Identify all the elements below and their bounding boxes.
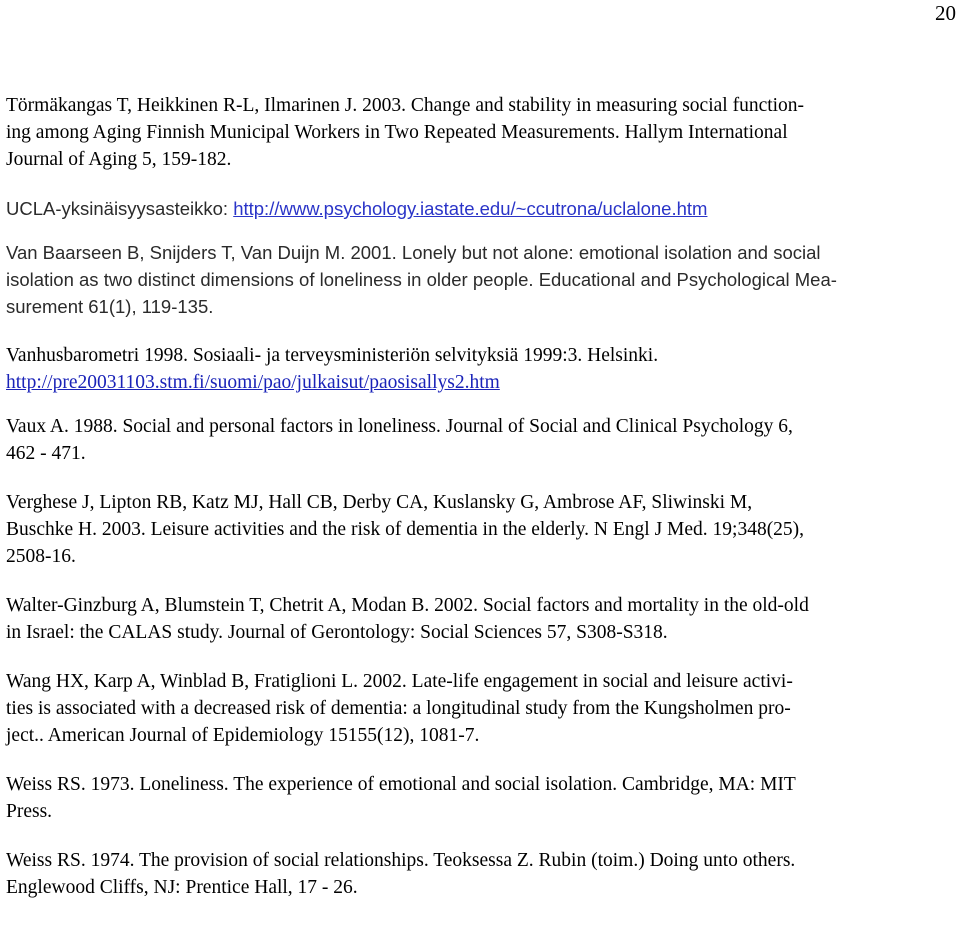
reference-line <box>6 771 938 798</box>
reference-text: ject.. American Journal of Epidemiology 15155(12), 1081-7. <box>6 725 480 746</box>
reference-line <box>6 489 938 516</box>
reference-line <box>6 413 938 440</box>
reference-text: Buschke H. 2003. Leisure activities and the risk of dementia in the elderly. N Engl J Med. 19;348(25), <box>6 519 805 540</box>
reference-line <box>6 543 938 570</box>
reference-text: isolation as two distinct dimensions of loneliness in older people. Educational and Psychological Mea- <box>6 269 837 290</box>
reference-text: UCLA-yksinäisyysasteikko: <box>6 198 234 219</box>
reference-text: surement 61(1), 119-135. <box>6 296 214 317</box>
reference-link[interactable]: http://www.psychology.iastate.edu/~ccutrona/uclalone.htm <box>233 198 708 219</box>
reference-line <box>6 695 938 722</box>
reference-line <box>6 266 938 293</box>
reference-line <box>6 516 938 543</box>
reference-text: Englewood Cliffs, NJ: Prentice Hall, 17 - 26. <box>6 877 358 898</box>
reference-line <box>6 722 938 749</box>
reference-text: Press. <box>6 801 53 822</box>
reference-line <box>6 239 938 266</box>
reference-entry <box>6 413 938 467</box>
reference-line <box>6 440 938 467</box>
reference-line <box>6 146 938 173</box>
reference-entry <box>6 239 938 320</box>
reference-text: Vaux A. 1988. Social and personal factors in loneliness. Journal of Social and Clinical Psychology 6, <box>6 416 793 437</box>
reference-text: Journal of Aging 5, 159-182. <box>6 149 232 170</box>
reference-line <box>6 119 938 146</box>
reference-entry <box>6 771 938 825</box>
reference-text: Weiss RS. 1974. The provision of social relationships. Teoksessa Z. Rubin (toim.) Doing unto others. <box>6 850 796 871</box>
reference-line <box>6 592 938 619</box>
reference-text: Vanhusbarometri 1998. Sosiaali- ja terveysministeriön selvityksiä 1999:3. Helsinki. <box>6 345 659 366</box>
reference-text: in Israel: the CALAS study. Journal of Gerontology: Social Sciences 57, S308-S318. <box>6 622 668 643</box>
reference-text: Wang HX, Karp A, Winblad B, Fratiglioni L. 2002. Late-life engagement in social and leisure activi- <box>6 671 793 692</box>
reference-entry <box>6 92 938 173</box>
reference-line <box>6 92 938 119</box>
reference-text: 2508-16. <box>6 546 76 567</box>
reference-text: Walter-Ginzburg A, Blumstein T, Chetrit A, Modan B. 2002. Social factors and mortality in the old-old <box>6 595 809 616</box>
reference-line <box>6 798 938 825</box>
reference-entry <box>6 195 938 222</box>
reference-text: Törmäkangas T, Heikkinen R-L, Ilmarinen J. 2003. Change and stability in measuring social function- <box>6 95 805 116</box>
page-number: 20 <box>935 1 956 25</box>
reference-entry <box>6 592 938 646</box>
reference-text: Verghese J, Lipton RB, Katz MJ, Hall CB, Derby CA, Kuslansky G, Ambrose AF, Sliwinski M, <box>6 492 753 513</box>
reference-line <box>6 668 938 695</box>
reference-line <box>6 369 938 396</box>
reference-line <box>6 195 938 222</box>
reference-text: ing among Aging Finnish Municipal Workers in Two Repeated Measurements. Hallym International <box>6 122 788 143</box>
reference-text: ties is associated with a decreased risk of dementia: a longitudinal study from the Kungsholmen pro- <box>6 698 791 719</box>
reference-line <box>6 874 938 901</box>
reference-entry <box>6 489 938 570</box>
reference-text: Weiss RS. 1973. Loneliness. The experience of emotional and social isolation. Cambridge, MA: MIT <box>6 774 796 795</box>
reference-line <box>6 342 938 369</box>
reference-line <box>6 619 938 646</box>
reference-entry <box>6 847 938 901</box>
reference-text: Van Baarseen B, Snijders T, Van Duijn M. 2001. Lonely but not alone: emotional isolation and social <box>6 242 821 263</box>
reference-line <box>6 847 938 874</box>
reference-list <box>6 92 938 923</box>
reference-entry <box>6 668 938 749</box>
reference-line <box>6 293 938 320</box>
reference-text: 462 - 471. <box>6 443 86 464</box>
reference-entry <box>6 342 938 396</box>
reference-link[interactable]: http://pre20031103.stm.fi/suomi/pao/julkaisut/paosisallys2.htm <box>6 372 500 393</box>
